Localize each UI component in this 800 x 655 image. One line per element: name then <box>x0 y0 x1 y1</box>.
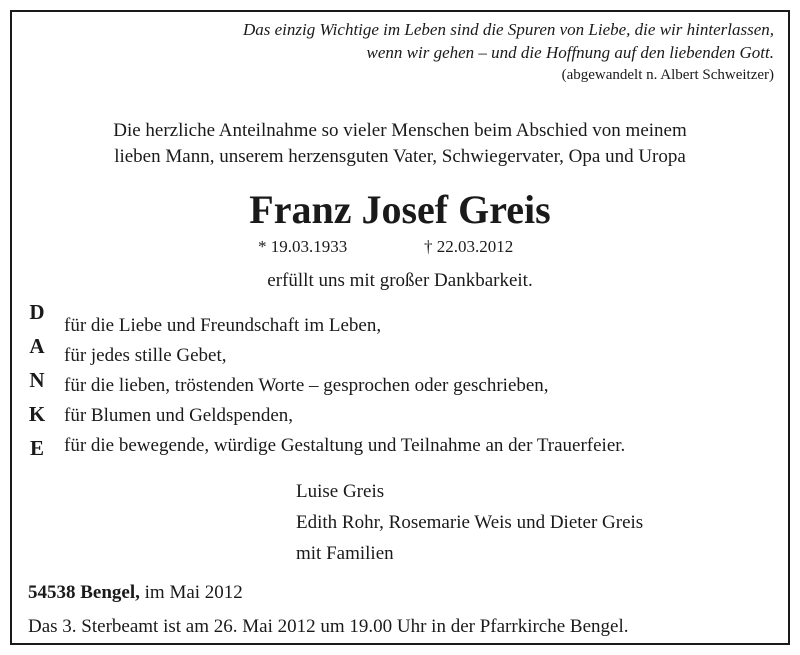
place-and-date <box>28 580 243 606</box>
quote-source: (abgewandelt n. Albert Schweitzer) <box>561 67 774 83</box>
gratitude-line: erfüllt uns mit großer Dankbarkeit. <box>267 270 533 291</box>
danke-letter-k: K <box>28 402 46 426</box>
thanks-line: für die Liebe und Freundschaft im Leben, <box>64 315 382 336</box>
notice-date: im Mai 2012 <box>144 582 243 603</box>
signer-line: Edith Rohr, Rosemarie Weis und Dieter Greis <box>296 512 644 533</box>
signers-block <box>296 476 643 569</box>
quote-line: wenn wir gehen – und die Hoffnung auf den liebenden Gott. <box>366 43 774 62</box>
danke-letter-n: N <box>29 368 45 392</box>
epigraph-quote <box>243 18 774 86</box>
deceased-name: Franz Josef Greis <box>249 187 551 232</box>
quote-line: Das einzig Wichtige im Leben sind die Spuren von Liebe, die wir hinterlassen, <box>242 20 774 39</box>
intro-line: lieben Mann, unserem herzensguten Vater, Schwiegervater, Opa und Uropa <box>114 146 686 167</box>
place-town: 54538 Bengel, <box>28 582 140 603</box>
thanks-line: für Blumen und Geldspenden, <box>64 405 294 426</box>
signer-line: mit Familien <box>296 543 394 564</box>
danke-letter-d: D <box>29 300 45 324</box>
danke-letter-e: E <box>29 436 44 460</box>
intro-line: Die herzliche Anteilnahme so vieler Menschen beim Abschied von meinem <box>113 120 687 141</box>
thanks-line: für die bewegende, würdige Gestaltung und Teilnahme an der Trauerfeier. <box>64 435 626 456</box>
danke-letter-a: A <box>29 334 45 358</box>
signer-line: Luise Greis <box>296 481 385 502</box>
memorial-mass-notice: Das 3. Sterbeamt ist am 26. Mai 2012 um 19.00 Uhr in der Pfarrkirche Bengel. <box>28 616 629 637</box>
death-date: † 22.03.2012 <box>424 237 514 256</box>
thanks-line: für jedes stille Gebet, <box>64 345 227 366</box>
birth-date: * 19.03.1933 <box>258 237 348 256</box>
intro-text <box>0 118 800 170</box>
thanks-line: für die lieben, tröstenden Worte – gesprochen oder geschrieben, <box>64 375 549 396</box>
